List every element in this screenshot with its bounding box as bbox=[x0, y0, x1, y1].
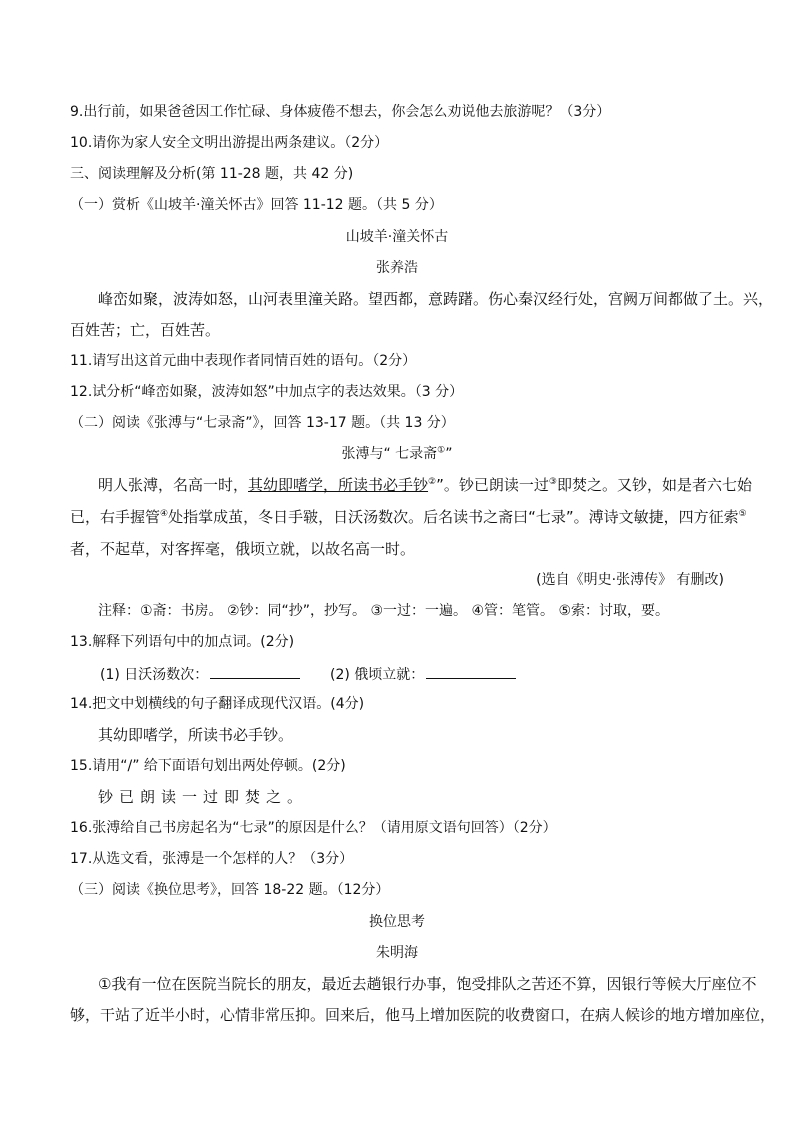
annotations: 注释：①斋：书房。 ②钞：同“抄”，抄写。 ③一过：一遍。 ④管：笔管。 ⑤索：讨取，要。 bbox=[98, 603, 670, 619]
classical-text-line-2 bbox=[70, 508, 747, 526]
essay-line-1: ①我有一位在医院当院长的朋友，最近去趟银行办事，饱受排队之苦还不算，因银行等候大厅座位不 bbox=[98, 975, 757, 993]
title-text: 张溥与“ 七录斋 bbox=[341, 446, 438, 462]
question-13-item-1 bbox=[100, 664, 300, 684]
question-15-sentence: 钞已朗读一过即焚之。 bbox=[98, 788, 309, 806]
item-label: (1) 日沃汤数次： bbox=[100, 667, 209, 683]
poem-line-2: 百姓苦；亡，百姓苦。 bbox=[70, 321, 221, 339]
poem-line-1: 峰峦如聚，波涛如怒，山河表里潼关路。望西都，意踌躇。伤心秦汉经行处，宫阙万间都做了土。兴， bbox=[98, 290, 774, 308]
part-2-heading: （二）阅读《张溥与“七录斋”》，回答 13-17 题。（共 13 分） bbox=[70, 415, 455, 431]
answer-blank[interactable] bbox=[426, 664, 516, 679]
answer-blank[interactable] bbox=[210, 664, 300, 679]
source-note: (选自《明史·张溥传》 有删改) bbox=[536, 572, 724, 588]
question-16: 16.张溥给自己书房起名为“七录”的原因是什么？（请用原文语句回答）（2分） bbox=[70, 820, 557, 836]
footnote-mark: ⑤ bbox=[738, 509, 747, 519]
footnote-mark: ④ bbox=[160, 509, 169, 519]
question-12: 12.试分析“峰峦如聚，波涛如怒”中加点字的表达效果。（3 分） bbox=[70, 384, 464, 400]
footnote-mark: ③ bbox=[548, 477, 557, 487]
question-10: 10.请你为家人安全文明出游提出两条建议。（2分） bbox=[70, 135, 389, 151]
part-1-heading: （一）赏析《山坡羊·潼关怀古》回答 11-12 题。（共 5 分） bbox=[70, 197, 443, 213]
title-close-quote: ” bbox=[445, 446, 453, 462]
question-14-sentence: 其幼即嗜学，所读书必手钞。 bbox=[98, 726, 294, 744]
footnote-mark: ② bbox=[428, 477, 437, 487]
question-17: 17.从选文看，张溥是一个怎样的人？（3分） bbox=[70, 851, 354, 867]
classical-text-line-1 bbox=[98, 476, 752, 494]
text-segment: 已，右手握管 bbox=[70, 508, 161, 526]
question-15: 15.请用“/” 给下面语句划出两处停顿。(2分) bbox=[70, 758, 346, 774]
text-segment: 处指掌成茧，冬日手皲，日沃汤数次。后名读书之斋曰“七录”。溥诗文敏捷，四方征索 bbox=[168, 508, 739, 526]
part-3-heading: （三）阅读《换位思考》，回答 18-22 题。（12分） bbox=[70, 882, 390, 898]
essay-title: 换位思考 bbox=[369, 914, 425, 930]
underlined-sentence: 其幼即嗜学，所读书必手钞 bbox=[248, 476, 429, 494]
section-3-heading: 三、阅读理解及分析(第 11-28 题，共 42 分) bbox=[70, 166, 354, 182]
text-segment: 明人张溥，名高一时， bbox=[98, 476, 249, 494]
question-14: 14.把文中划横线的句子翻译成现代汉语。(4分) bbox=[70, 696, 365, 712]
question-11: 11.请写出这首元曲中表现作者同情百姓的语句。（2分） bbox=[70, 353, 417, 369]
title-footnote-mark: ① bbox=[437, 445, 446, 456]
text-segment: 即焚之。又钞，如是者六七始 bbox=[556, 476, 752, 494]
classical-text-title bbox=[0, 445, 794, 463]
question-13-item-2 bbox=[330, 664, 516, 684]
question-9: 9.出行前，如果爸爸因工作忙碌、身体疲倦不想去，你会怎么劝说他去旅游呢？（3分） bbox=[70, 104, 611, 120]
question-13: 13.解释下列语句中的加点词。(2分) bbox=[70, 634, 295, 650]
classical-text-line-3: 者，不起草，对客挥毫，俄顷立就，以故名高一时。 bbox=[70, 540, 416, 558]
item-label: (2) 俄顷立就： bbox=[330, 667, 425, 683]
poem-author: 张养浩 bbox=[376, 260, 418, 276]
essay-line-2: 够，干站了近半小时，心情非常压抑。回来后，他马上增加医院的收费窗口，在病人候诊的地方增加座位， bbox=[70, 1006, 776, 1024]
poem-title: 山坡羊·潼关怀古 bbox=[345, 229, 449, 245]
text-segment: ”。钞已朗读一过 bbox=[436, 476, 549, 494]
essay-author: 朱明海 bbox=[376, 945, 418, 961]
